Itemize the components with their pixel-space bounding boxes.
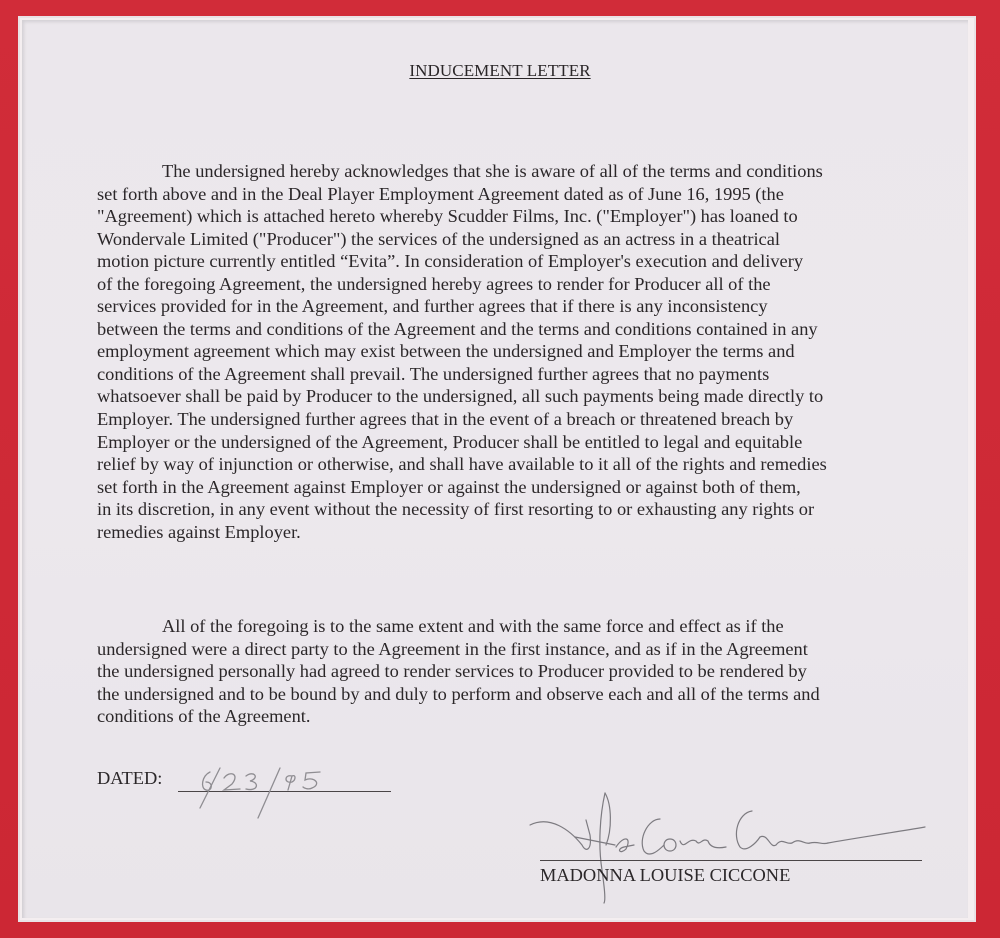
text-line: relief by way of injunction or otherwise, and shall have available to it all of the rights and remedies (97, 454, 827, 475)
text-line: of the foregoing Agreement, the undersigned hereby agrees to render for Producer all of the (97, 273, 771, 294)
text-line: Employer. The undersigned further agrees that in the event of a breach or threatened breach by (97, 409, 794, 430)
signatory-name: MADONNA LOUISE CICCONE (540, 865, 791, 885)
text-line: services provided for in the Agreement, and further agrees that if there is any inconsistency (97, 296, 768, 317)
text-line: conditions of the Agreement. (97, 706, 311, 727)
text-line: motion picture currently entitled “Evita”. In consideration of Employer's execution and delivery (97, 251, 804, 272)
text-line: employment agreement which may exist between the undersigned and Employer the terms and (97, 341, 795, 362)
document-title (0, 61, 1000, 81)
handwritten-date (180, 760, 360, 820)
text-line: set forth in the Agreement against Employer or against the undersigned or against both of them, (97, 476, 801, 497)
dated-label: DATED: (97, 768, 163, 788)
text-line: the undersigned personally had agreed to render services to Producer provided to be rendered by (97, 661, 807, 682)
text-line: in its discretion, in any event without the necessity of first resorting to or exhausting any rights or (97, 499, 815, 520)
signature-line (540, 860, 922, 861)
text-line: Wondervale Limited ("Producer") the services of the undersigned as an actress in a theatrical (97, 228, 780, 249)
text-line: whatsoever shall be paid by Producer to the undersigned, all such payments being made directly to (97, 386, 824, 407)
text-line: Employer or the undersigned of the Agreement, Producer shall be entitled to legal and equitable (97, 431, 803, 452)
text-line: All of the foregoing is to the same extent and with the same force and effect as if the (162, 616, 784, 636)
paragraph-2 (97, 615, 927, 728)
text-line: conditions of the Agreement shall prevail. The undersigned further agrees that no payments (97, 363, 770, 384)
text-line: undersigned were a direct party to the Agreement in the first instance, and as if in the Agreement (97, 638, 808, 659)
text-line: "Agreement) which is attached hereto whereby Scudder Films, Inc. ("Employer") has loaned to (97, 206, 798, 227)
text-line: remedies against Employer. (97, 521, 301, 542)
text-line: set forth above and in the Deal Player Employment Agreement dated as of June 16, 1995 (the (97, 183, 784, 204)
text-line: the undersigned and to be bound by and duly to perform and observe each and all of the terms and (97, 683, 820, 704)
title-text: INDUCEMENT LETTER (409, 61, 591, 80)
text-line: The undersigned hereby acknowledges that she is aware of all of the terms and conditions (162, 161, 823, 181)
text-line: between the terms and conditions of the Agreement and the terms and conditions contained in any (97, 318, 818, 339)
paragraph-1 (97, 160, 927, 543)
handwritten-signature-icon (520, 775, 950, 915)
